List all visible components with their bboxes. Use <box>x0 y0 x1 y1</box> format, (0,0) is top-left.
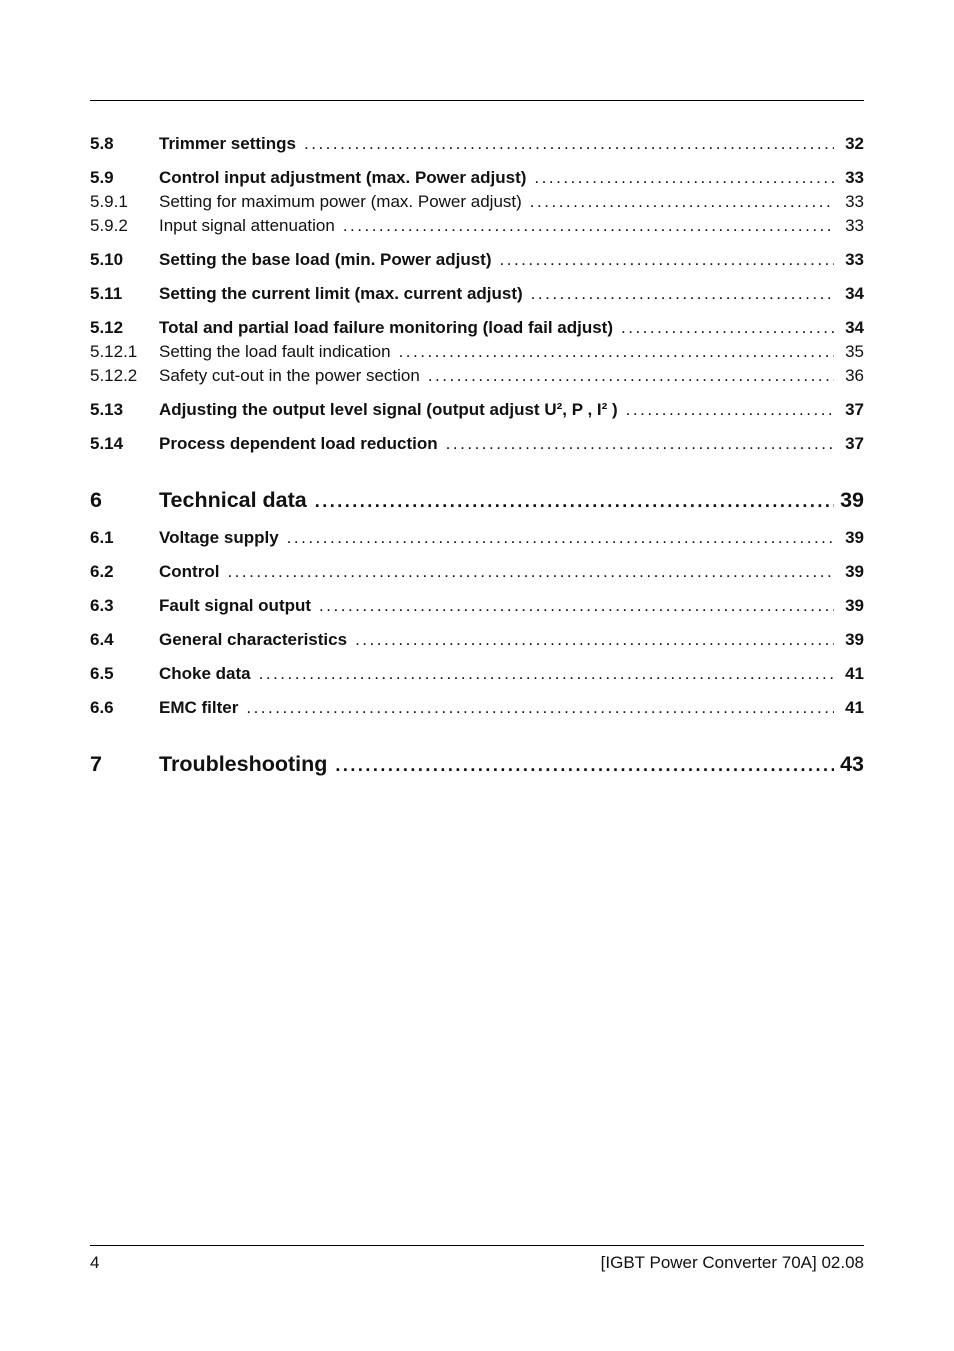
toc-entry-title: Total and partial load failure monitoring (load fail adjust) <box>159 318 613 337</box>
page-footer <box>90 1251 864 1274</box>
toc-entry-page: 37 <box>845 400 864 419</box>
toc-entry-page: 37 <box>845 434 864 453</box>
toc-entry <box>90 364 864 387</box>
toc-entry <box>90 398 864 421</box>
toc-entry-page: 33 <box>845 192 864 211</box>
toc-entry-page: 39 <box>845 528 864 547</box>
toc-entry-number: 5.14 <box>90 434 124 453</box>
toc-entry-number: 6.5 <box>90 664 114 683</box>
toc-dot-leader <box>259 662 834 685</box>
toc-entry-number: 5.12 <box>90 318 124 337</box>
toc-dot-leader <box>287 526 834 549</box>
toc-entry-title: Setting for maximum power (max. Power adjust) <box>159 192 522 211</box>
toc-entry-page: 39 <box>845 630 864 649</box>
toc-entry <box>90 628 864 651</box>
top-horizontal-rule <box>90 100 864 101</box>
toc-entry <box>90 340 864 363</box>
toc-dot-leader <box>500 248 835 271</box>
toc-entry-number: 5.9.2 <box>90 216 128 235</box>
toc-entry-page: 36 <box>845 366 864 385</box>
toc-entry-number: 6.2 <box>90 562 114 581</box>
toc-entry-number: 5.11 <box>90 284 123 303</box>
toc-entry-title: Voltage supply <box>159 528 279 547</box>
toc-entry-title: Troubleshooting <box>159 752 328 776</box>
toc-entry-title: Process dependent load reduction <box>159 434 438 453</box>
toc-entry-title: Setting the load fault indication <box>159 342 391 361</box>
toc-entry-page: 35 <box>845 342 864 361</box>
toc-entry-number: 5.13 <box>90 400 124 419</box>
toc-entry <box>90 316 864 339</box>
toc-entry <box>90 282 864 305</box>
toc-dot-leader <box>315 487 834 515</box>
toc-entry-page: 41 <box>845 664 864 683</box>
toc-entry-number: 5.8 <box>90 134 114 153</box>
toc-entry-title: General characteristics <box>159 630 348 649</box>
toc-entry <box>90 432 864 455</box>
toc-entry-page: 33 <box>845 168 864 187</box>
toc-entry <box>90 166 864 189</box>
toc-entry <box>90 486 864 515</box>
toc-dot-leader <box>246 696 834 719</box>
toc-entry-page: 33 <box>845 250 864 269</box>
toc-dot-leader <box>534 166 834 189</box>
toc-dot-leader <box>227 560 834 583</box>
toc-dot-leader <box>399 340 834 363</box>
toc-entry-page: 41 <box>845 698 864 717</box>
toc-entry-page: 33 <box>845 216 864 235</box>
toc-entry-number: 7 <box>90 752 102 776</box>
toc-entry-title: Setting the base load (min. Power adjust) <box>159 250 492 269</box>
toc-entry <box>90 750 864 779</box>
toc-dot-leader <box>304 132 834 155</box>
toc-entry <box>90 662 864 685</box>
toc-dot-leader <box>446 432 834 455</box>
toc-entry <box>90 190 864 213</box>
toc-entry-number: 5.10 <box>90 250 124 269</box>
toc-dot-leader <box>319 594 834 617</box>
toc-dot-leader <box>530 190 834 213</box>
toc-entry-title: Technical data <box>159 488 307 512</box>
toc-dot-leader <box>355 628 834 651</box>
toc-entry-title: Safety cut-out in the power section <box>159 366 420 385</box>
toc-entry-page: 39 <box>845 596 864 615</box>
toc-dot-leader <box>335 751 834 779</box>
toc-entry <box>90 560 864 583</box>
toc-entry-number: 5.12.1 <box>90 342 138 361</box>
toc-entry-number: 5.9.1 <box>90 192 128 211</box>
toc-dot-leader <box>428 364 834 387</box>
toc-entry-page: 34 <box>845 284 864 303</box>
toc-entry-page: 43 <box>840 752 864 776</box>
toc-entry-title: Control input adjustment (max. Power adjust) <box>159 168 527 187</box>
toc-entry-page: 39 <box>840 488 864 512</box>
toc-entry <box>90 526 864 549</box>
toc-dot-leader <box>621 316 834 339</box>
toc-dot-leader <box>626 398 834 421</box>
toc-entry-number: 6.1 <box>90 528 114 547</box>
toc-entry-title: Setting the current limit (max. current adjust) <box>159 284 523 303</box>
toc-entry <box>90 696 864 719</box>
toc-entry <box>90 214 864 237</box>
footer-page-number: 4 <box>90 1253 100 1272</box>
footer-document-id: [IGBT Power Converter 70A] 02.08 <box>600 1253 864 1272</box>
table-of-contents <box>90 121 864 788</box>
toc-entry-page: 39 <box>845 562 864 581</box>
toc-entry-title: Trimmer settings <box>159 134 296 153</box>
toc-entry-number: 5.9 <box>90 168 114 187</box>
toc-entry-title: EMC filter <box>159 698 239 717</box>
toc-entry-page: 34 <box>845 318 864 337</box>
toc-entry-title: Control <box>159 562 220 581</box>
toc-entry-page: 32 <box>845 134 864 153</box>
toc-entry-number: 6.6 <box>90 698 114 717</box>
toc-entry-number: 6.3 <box>90 596 114 615</box>
toc-entry-title: Choke data <box>159 664 251 683</box>
toc-entry-title: Fault signal output <box>159 596 312 615</box>
toc-entry-title: Input signal attenuation <box>159 216 335 235</box>
toc-entry-title: Adjusting the output level signal (output adjust U², P , I² ) <box>159 400 618 419</box>
toc-entry <box>90 248 864 271</box>
toc-entry <box>90 594 864 617</box>
toc-entry-number: 5.12.2 <box>90 366 138 385</box>
toc-entry-number: 6.4 <box>90 630 114 649</box>
toc-dot-leader <box>343 214 834 237</box>
toc-entry-number: 6 <box>90 488 102 512</box>
footer-horizontal-rule <box>90 1245 864 1246</box>
toc-entry <box>90 132 864 155</box>
toc-dot-leader <box>531 282 834 305</box>
